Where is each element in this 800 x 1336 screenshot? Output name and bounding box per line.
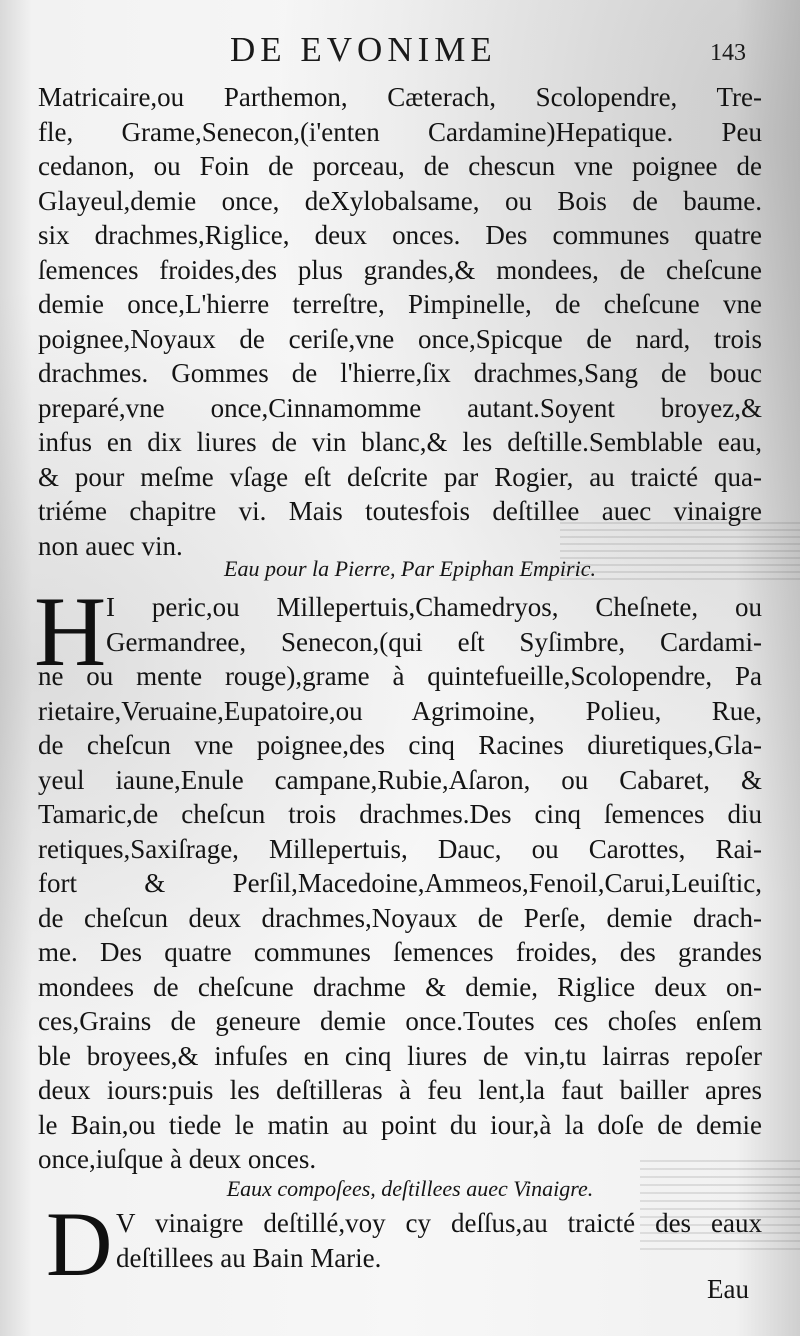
text-line: non auec vin. — [38, 530, 183, 561]
text-line: ſemences froides,des plus grandes,& mondees, de cheſcune — [38, 254, 762, 285]
running-title: DE EVONIME — [230, 30, 497, 69]
text-line: V vinaigre deſtillé,voy cy deſſus,au traicté des eaux — [116, 1208, 762, 1238]
text-line: Tamaric,de cheſcun trois drachmes.Des cinq ſemences diu — [38, 799, 762, 829]
paragraph-continued — [38, 80, 762, 563]
text-line: deſtillees au Bain Marie. — [116, 1242, 382, 1273]
text-line: mondees de cheſcune drachme & demie, Riglice deux on- — [38, 971, 762, 1002]
text-line: six drachmes,Riglice, deux onces. Des communes quatre — [38, 220, 762, 250]
section-heading: Eaux compoſees, deſtillees auec Vinaigre. — [226, 1176, 594, 1201]
text-line: fort & Perſil,Macedoine,Ammeos,Fenoil,Carui,Leuiſtic, — [38, 868, 762, 898]
text-line: Germandree, Senecon,(qui eſt Syſimbre, Cardami- — [106, 626, 762, 657]
drop-cap: D — [46, 1193, 113, 1295]
text-line: ne ou mente rouge),grame à quintefueille,Scolopendre, Pa — [38, 661, 762, 691]
text-line: once,iuſque à deux onces. — [38, 1144, 317, 1174]
text-line: de cheſcun vne poignee,des cinq Racines diuretiques,Gla- — [38, 730, 762, 760]
text-line: Matricaire,ou Parthemon, Cæterach, Scolopendre, Tre- — [38, 82, 762, 112]
text-line: yeul iaune,Enule campane,Rubie,Aſaron, ou Cabaret, & — [38, 764, 762, 795]
text-line: fle, Grame,Senecon,(i'enten Cardamine)Hepatique. Peu — [38, 116, 762, 147]
paragraph-vinaigre — [38, 1206, 762, 1275]
text-line: le Bain,ou tiede le matin au point du iour,à la doſe de demie — [38, 1109, 762, 1140]
text-line: demie once,L'hierre terreſtre, Pimpinelle, de cheſcune vne — [38, 289, 762, 319]
text-line: deux iours:puis les deſtilleras à feu lent,la faut bailler apres — [38, 1075, 762, 1105]
text-line: infus en dix liures de vin blanc,& les deſtille.Semblable eau, — [38, 427, 762, 457]
text-line: drachmes. Gommes de l'hierre,ſix drachmes,Sang de bouc — [38, 358, 762, 388]
paragraph-epiphan — [38, 590, 762, 1177]
section-heading: Eau pour la Pierre, Par Epiphan Empiric. — [224, 556, 596, 581]
text-line: poignee,Noyaux de ceriſe,vne once,Spicque de nard, trois — [38, 323, 762, 354]
text-line: de cheſcun deux drachmes,Noyaux de Perſe, demie drach- — [38, 902, 762, 933]
text-line: rietaire,Veruaine,Eupatoire,ou Agrimoine, Polieu, Rue, — [38, 695, 762, 726]
text-line: retiques,Saxiſrage, Millepertuis, Dauc, ou Carottes, Rai- — [38, 833, 762, 864]
text-line: I peric,ou Millepertuis,Chamedryos, Cheſnete, ou — [106, 592, 762, 622]
text-line: Glayeul,demie once, deXylobalsame, ou Bois de baume. — [38, 185, 762, 216]
page-number: 143 — [710, 40, 746, 66]
text-line: cedanon, ou Foin de porceau, de chescun vne poignee de — [38, 151, 762, 181]
text-line: & pour meſme vſage eſt deſcrite par Rogier, au traicté qua- — [38, 461, 762, 492]
text-line: me. Des quatre communes ſemences froides, des grandes — [38, 937, 762, 967]
running-head — [0, 30, 800, 74]
text-line: triéme chapitre vi. Mais toutesfois deſtillee auec vinaigre — [38, 496, 762, 526]
text-line: ces,Grains de geneure demie once.Toutes ces choſes enſem — [38, 1006, 762, 1036]
text-line: ble broyees,& infuſes en cinq liures de vin,tu lairras repoſer — [38, 1040, 762, 1071]
drop-cap: H — [34, 576, 107, 687]
text-line: preparé,vne once,Cinnamomme autant.Soyent broyez,& — [38, 392, 762, 423]
catchword: Eau — [707, 1274, 749, 1304]
